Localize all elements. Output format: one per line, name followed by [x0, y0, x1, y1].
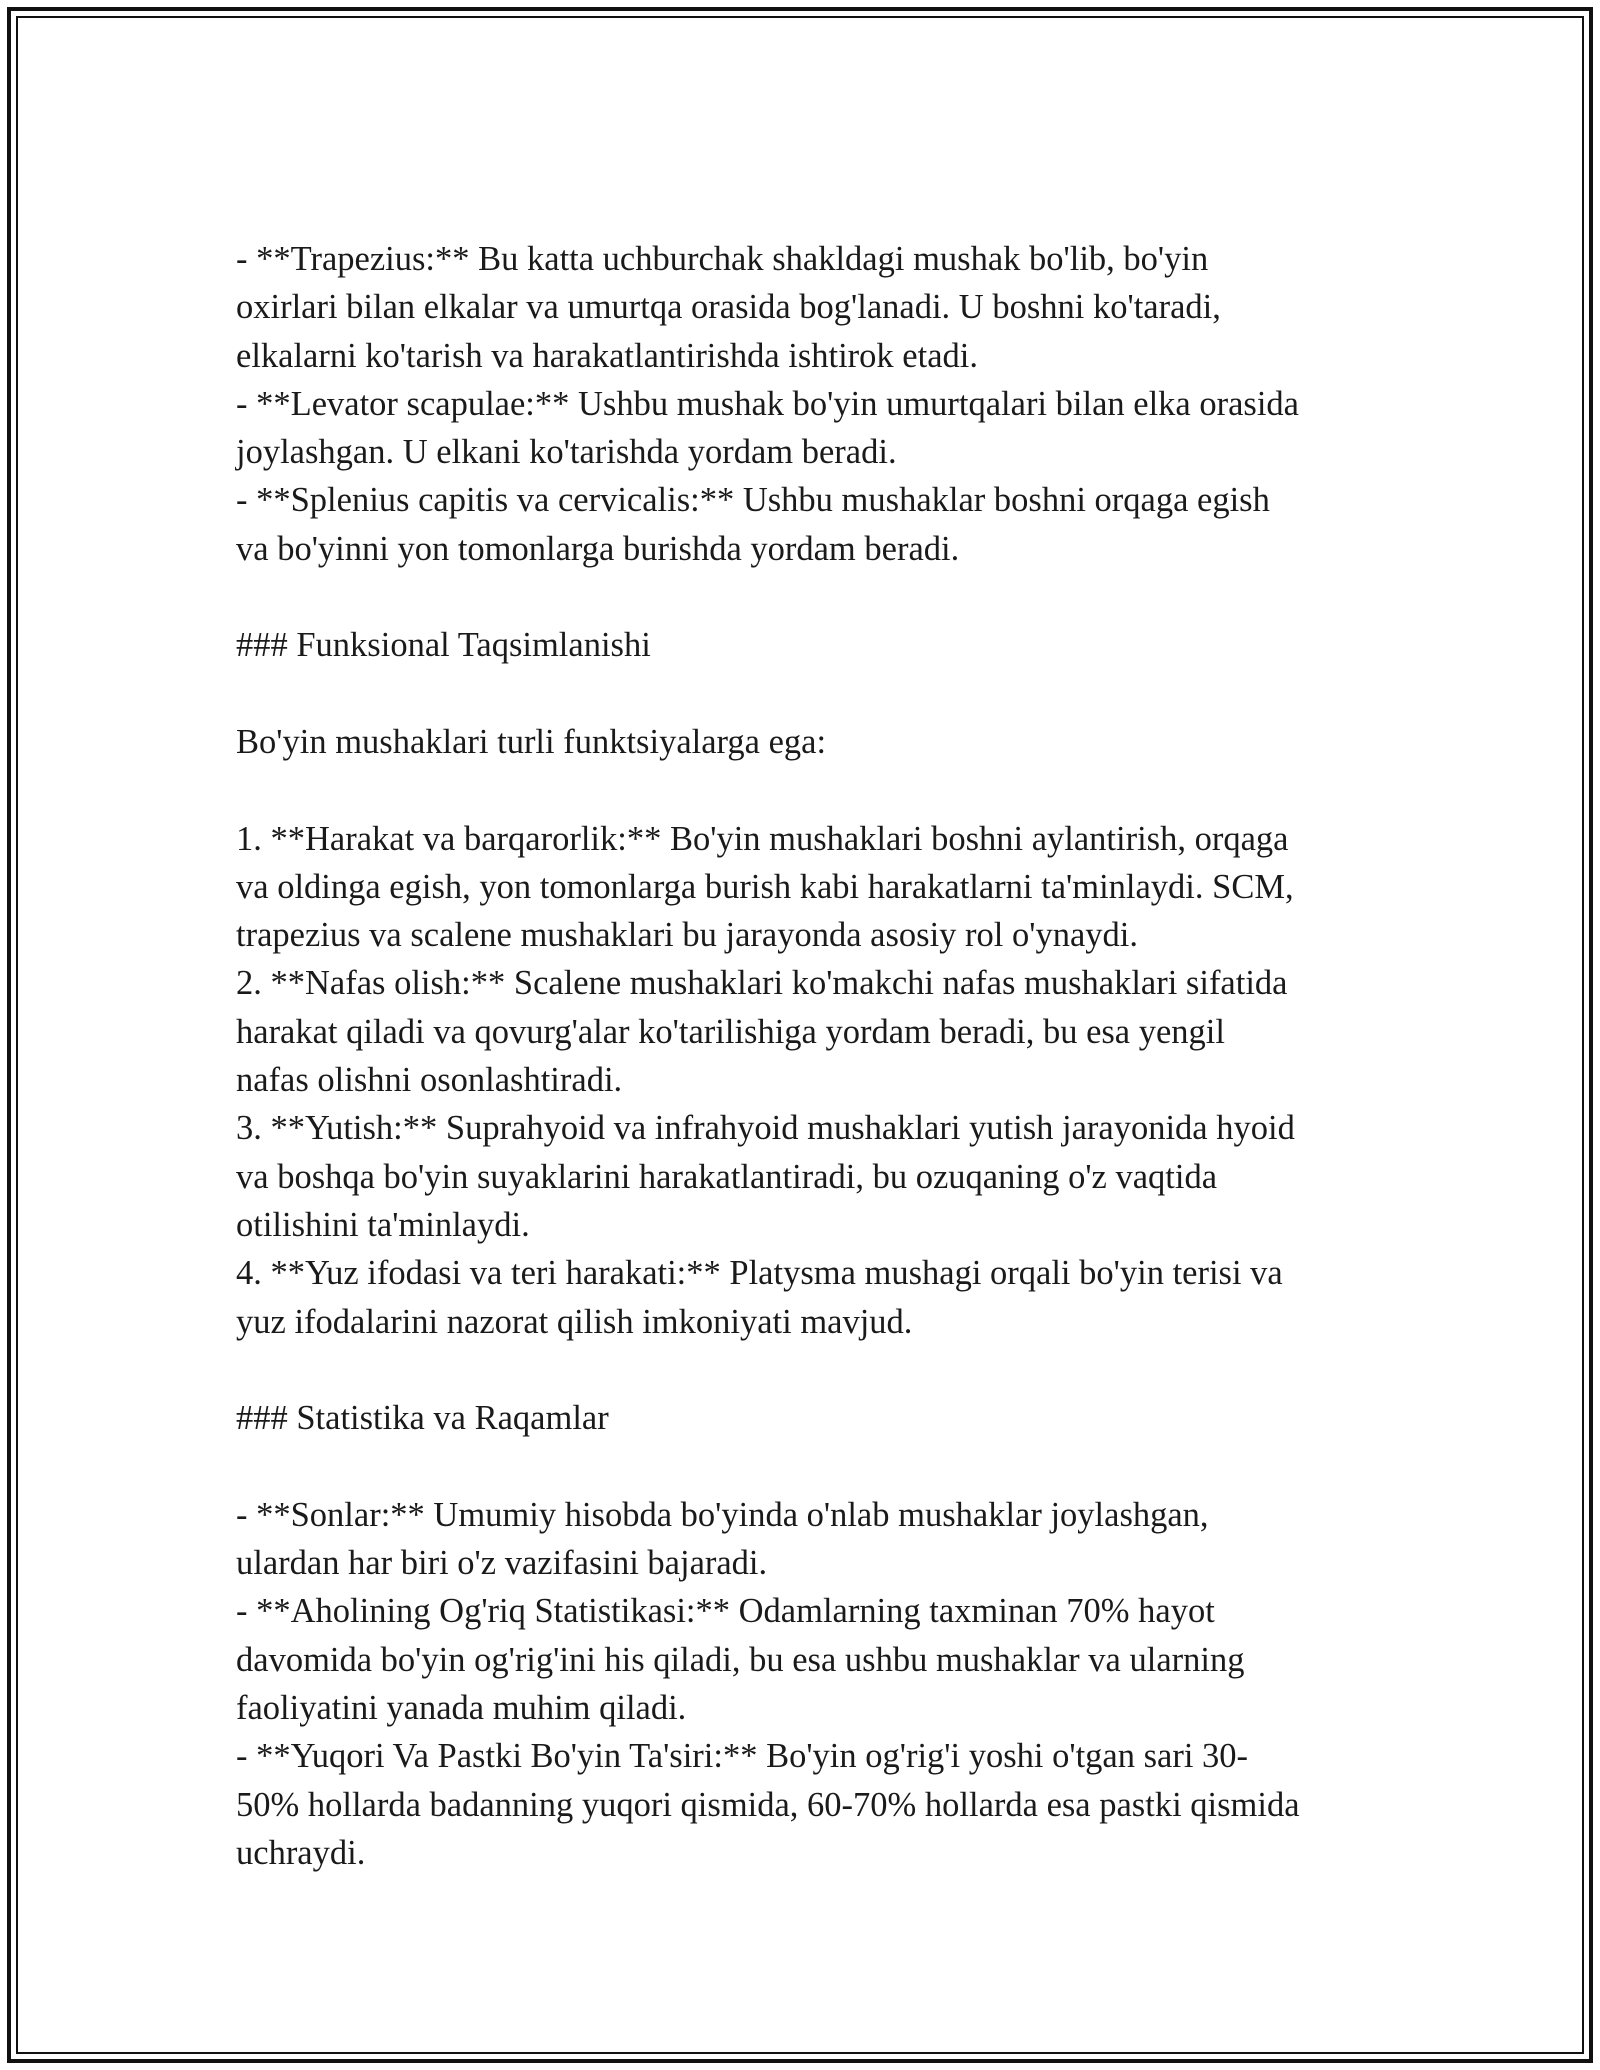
list-item-trapezius — [236, 235, 1376, 380]
list-item-facial-expression — [236, 1249, 1376, 1346]
list-item-movement — [236, 815, 1376, 960]
blank-line — [236, 670, 1376, 718]
text-line: uchraydi. — [236, 1833, 366, 1872]
text-line: 1. **Harakat va barqarorlik:** Bo'yin mushaklari boshni aylantirish, orqaga — [236, 819, 1289, 858]
text-line: 4. **Yuz ifodasi va teri harakati:** Platysma mushagi orqali bo'yin terisi va — [236, 1254, 1283, 1293]
functional-list — [236, 815, 1376, 1346]
text-line: 2. **Nafas olish:** Scalene mushaklari ko'makchi nafas mushaklari sifatida — [236, 964, 1288, 1003]
list-item-breathing — [236, 959, 1376, 1104]
text-line: - **Yuqori Va Pastki Bo'yin Ta'siri:** Bo'yin og'rig'i yoshi o'tgan sari 30- — [236, 1737, 1249, 1776]
section-heading-functional: ### Funksional Taqsimlanishi — [236, 626, 651, 665]
text-line: davomida bo'yin og'rig'ini his qiladi, bu esa ushbu mushaklar va ularning — [236, 1640, 1245, 1679]
text-line: 50% hollarda badanning yuqori qismida, 60-70% hollarda esa pastki qismida — [236, 1785, 1300, 1824]
text-line: - **Sonlar:** Umumiy hisobda bo'yinda o'nlab mushaklar joylashgan, — [236, 1495, 1209, 1534]
blank-line — [236, 1346, 1376, 1394]
text-line: va oldinga egish, yon tomonlarga burish kabi harakatlarni ta'minlaydi. SCM, — [236, 867, 1294, 906]
text-line: - **Levator scapulae:** Ushbu mushak bo'yin umurtqalari bilan elka orasida — [236, 384, 1299, 423]
text-line: va boshqa bo'yin suyaklarini harakatlantiradi, bu ozuqaning o'z vaqtida — [236, 1157, 1218, 1196]
text-line: - **Aholining Og'riq Statistikasi:** Odamlarning taxminan 70% hayot — [236, 1592, 1215, 1631]
text-line: va bo'yinni yon tomonlarga burishda yordam beradi. — [236, 529, 960, 568]
text-line: faoliyatini yanada muhim qiladi. — [236, 1688, 687, 1727]
text-line: nafas olishni osonlashtiradi. — [236, 1061, 623, 1100]
list-item-numbers — [236, 1491, 1376, 1588]
muscle-list — [236, 235, 1376, 573]
blank-line — [236, 766, 1376, 814]
text-line: - **Trapezius:** Bu katta uchburchak shakldagi mushak bo'lib, bo'yin — [236, 240, 1209, 278]
statistics-list — [236, 1491, 1376, 1877]
list-item-swallowing — [236, 1104, 1376, 1249]
text-line: trapezius va scalene mushaklari bu jarayonda asosiy rol o'ynaydi. — [236, 916, 1138, 955]
text-line: yuz ifodalarini nazorat qilish imkoniyati mavjud. — [236, 1302, 913, 1341]
text-line: elkalarni ko'tarish va harakatlantirishda ishtirok etadi. — [236, 336, 978, 375]
text-line: harakat qiladi va qovurg'alar ko'tarilishiga yordam beradi, bu esa yengil — [236, 1012, 1225, 1051]
list-item-pain-statistics — [236, 1587, 1376, 1732]
text-line: oxirlari bilan elkalar va umurtqa orasida bog'lanadi. U boshni ko'taradi, — [236, 288, 1221, 327]
list-item-levator-scapulae — [236, 380, 1376, 477]
text-line: 3. **Yutish:** Suprahyoid va infrahyoid mushaklari yutish jarayonida hyoid — [236, 1109, 1295, 1148]
text-line: otilishini ta'minlaydi. — [236, 1205, 530, 1244]
text-line: ulardan har biri o'z vazifasini bajaradi. — [236, 1544, 768, 1583]
document-body — [236, 235, 1376, 1877]
list-item-splenius — [236, 476, 1376, 573]
text-line: joylashgan. U elkani ko'tarishda yordam beradi. — [236, 433, 897, 472]
blank-line — [236, 573, 1376, 621]
section-heading-statistics: ### Statistika va Raqamlar — [236, 1399, 609, 1438]
text-line: - **Splenius capitis va cervicalis:** Ushbu mushaklar boshni orqaga egish — [236, 481, 1270, 520]
blank-line — [236, 1442, 1376, 1490]
list-item-upper-lower-neck — [236, 1732, 1376, 1877]
section-intro: Bo'yin mushaklari turli funktsiyalarga ega: — [236, 722, 827, 761]
